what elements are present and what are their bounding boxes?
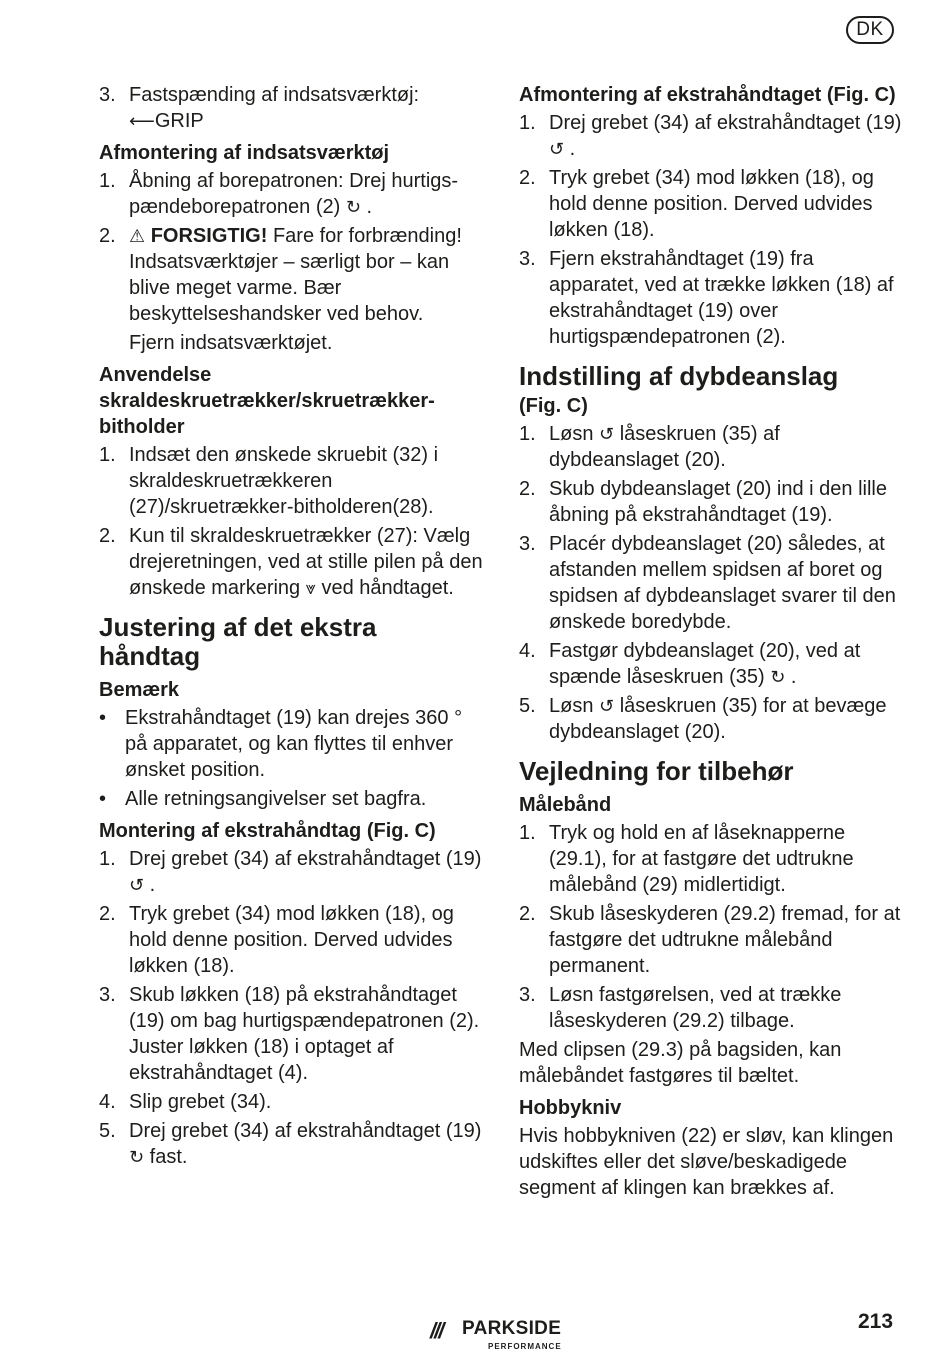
language-badge: DK — [846, 16, 894, 44]
warning-icon: ⚠ — [129, 226, 146, 246]
list-item: 4. Slip grebet (34). — [99, 1091, 272, 1113]
list-item: 3. Fastspænding af indsatsværktøj: ⟵GRIP — [99, 84, 420, 132]
rotate-clockwise-icon: ↻ — [345, 197, 361, 217]
brand-logo: /// PARKSIDE PERFORMANCE — [430, 1318, 562, 1351]
list-item: 2. Kun til skraldeskruetrækker (27): Vælg drejeretningen, ved at stille pilen på den ønskede markering ⩔ ved håndtaget. — [99, 525, 483, 599]
list-item: 1. Tryk og hold en af låseknapperne (29.1), for at fastgøre det udtrukne målebånd (29) midlertidigt. — [519, 822, 854, 896]
continuation-text: Fjern indsatsværktøjet. — [129, 332, 333, 354]
section-heading: Målebånd — [519, 794, 612, 816]
list-item: 4. Fastgør dybdeanslaget (20), ved at spænde låseskruen (35) ↻ . — [519, 640, 861, 688]
list-item: • Ekstrahåndtaget (19) kan drejes 360 ° på apparatet, og kan flyttes til enhver ønsket position. — [99, 707, 463, 781]
section-heading: Montering af ekstrahåndtag (Fig. C) — [99, 820, 436, 842]
list-item: 1. Indsæt den ønskede skruebit (32) i skraldeskruetrækkeren (27)/skruetrækker-bitholderen(28). — [99, 444, 439, 518]
list-item: 5. Løsn ↺ låseskruen (35) for at bevæge dybdeanslaget (20). — [519, 695, 887, 743]
rotate-clockwise-icon: ↻ — [129, 1147, 145, 1167]
list-item: 2. ⚠ FORSIGTIG! Fare for forbrænding! Indsatsværktøjer – særligt bor – kan blive meget varme. Bær beskyttelseshandsker ved behov. — [99, 225, 462, 325]
logo-stripes-icon: /// — [430, 1318, 443, 1343]
section-heading: Afmontering af indsatsværktøj — [99, 142, 390, 164]
list-item: 1. Åbning af borepatronen: Drej hurtigs-pændeborepatronen (2) ↻ . — [99, 170, 459, 218]
rotate-counterclockwise-icon: ↺ — [549, 139, 565, 159]
ratchet-marking-icon: ⩔ — [305, 578, 316, 598]
list-item: • Alle retningsangivelser set bagfra. — [99, 788, 427, 810]
list-item: 3. Løsn fastgørelsen, ved at trække låseskyderen (29.2) tilbage. — [519, 984, 842, 1032]
rotate-counterclockwise-icon: ↺ — [599, 424, 615, 444]
list-item: 3. Fjern ekstrahåndtaget (19) fra apparatet, ved at trække løkken (18) af ekstrahåndtaget (19) over hurtigspændepatronen (2). — [519, 248, 894, 348]
section-title: Vejledning for tilbehør — [519, 756, 794, 786]
list-item: 2. Tryk grebet (34) mod løkken (18), og hold denne position. Derved udvides løkken (18). — [99, 903, 454, 977]
list-item: 1. Drej grebet (34) af ekstrahåndtaget (19) ↺ . — [99, 848, 482, 896]
section-title: Justering af det ekstra håndtag — [99, 612, 377, 671]
section-title: Indstilling af dybdeanslag — [519, 361, 839, 391]
warning-label: FORSIGTIG! — [150, 225, 268, 247]
paragraph: Med clipsen (29.3) på bagsiden, kan målebåndet fastgøres til bæltet. — [519, 1039, 842, 1087]
arrow-left-icon: ⟵ — [129, 111, 155, 131]
paragraph: Hvis hobbykniven (22) er sløv, kan klingen udskiftes eller det sløve/beskadigede segment af klingen kan brækkes af. — [519, 1125, 894, 1199]
list-item: 5. Drej grebet (34) af ekstrahåndtaget (19) ↻ fast. — [99, 1120, 482, 1168]
list-item: 1. Løsn ↺ låseskruen (35) af dybdeanslaget (20). — [519, 423, 780, 471]
list-item: 2. Tryk grebet (34) mod løkken (18), og hold denne position. Derved udvides løkken (18). — [519, 167, 874, 241]
section-heading: Afmontering af ekstrahåndtaget (Fig. C) — [519, 84, 896, 106]
list-item: 3. Skub løkken (18) på ekstrahåndtaget (19) om bag hurtigspændepatronen (2). Juster løkken (18) i optaget af ekstrahåndtaget (4). — [99, 984, 480, 1084]
rotate-clockwise-icon: ↻ — [770, 667, 786, 687]
note-heading: Bemærk — [99, 679, 180, 701]
rotate-counterclockwise-icon: ↺ — [129, 875, 145, 895]
list-item: 2. Skub låseskyderen (29.2) fremad, for at fastgøre det udtrukne målebånd permanent. — [519, 903, 901, 977]
list-item: 2. Skub dybdeanslaget (20) ind i den lille åbning på ekstrahåndtaget (19). — [519, 478, 887, 526]
figure-reference: (Fig. C) — [519, 395, 588, 417]
rotate-counterclockwise-icon: ↺ — [599, 696, 615, 716]
section-heading: Hobbykniv — [519, 1097, 622, 1119]
list-item: 3. Placér dybdeanslaget (20) således, at afstanden mellem spidsen af boret og spidsen af dybdeanslaget svarer til den ønskede boredybde. — [519, 533, 896, 633]
section-heading: Anvendelse skraldeskruetrækker/skruetrækker-bitholder — [99, 364, 435, 438]
page-number: 213 — [858, 1310, 894, 1333]
list-item: 1. Drej grebet (34) af ekstrahåndtaget (19) ↺ . — [519, 112, 902, 160]
left-column — [99, 82, 484, 1173]
right-column — [519, 82, 904, 1201]
